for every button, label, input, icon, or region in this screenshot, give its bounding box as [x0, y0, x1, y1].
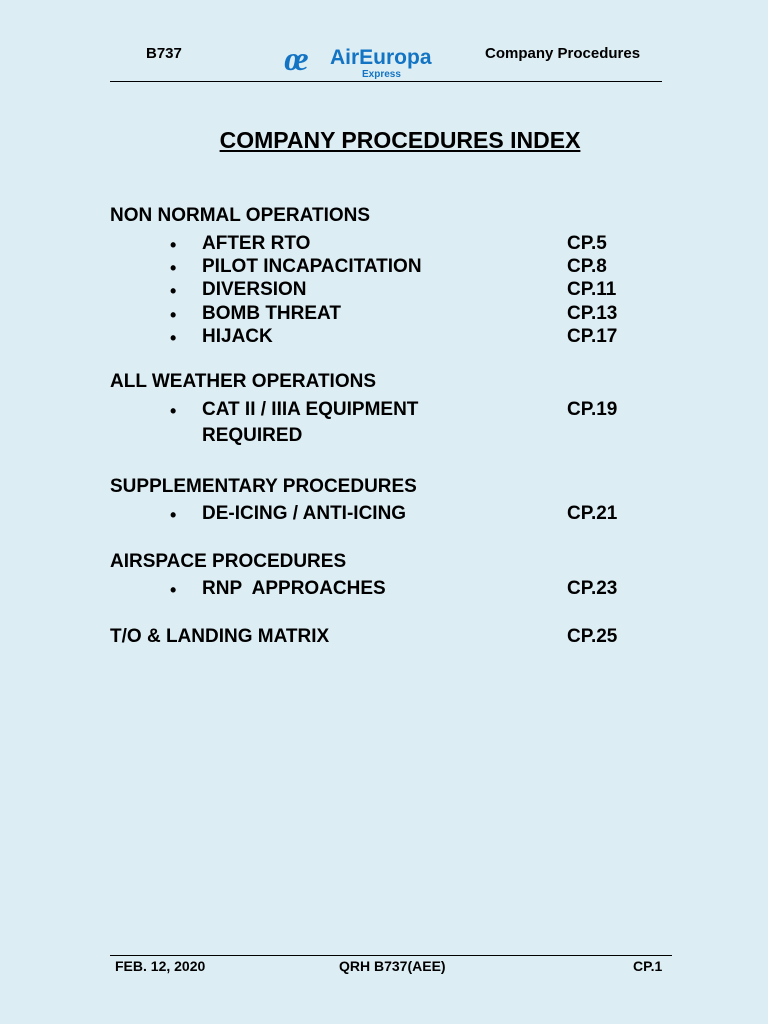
bullet-icon: • [170, 258, 177, 278]
index-item-label: AFTER RTO [202, 233, 311, 254]
bullet-icon: • [170, 580, 177, 600]
index-item-label: PILOT INCAPACITATION [202, 256, 422, 277]
index-item-label-continued: REQUIRED [202, 425, 303, 446]
section-heading: T/O & LANDING MATRIX [110, 626, 330, 647]
header-manual-section: Company Procedures [485, 45, 641, 62]
header-aircraft: B737 [146, 45, 182, 62]
index-item-page: CP.8 [567, 256, 607, 277]
bullet-icon: • [170, 328, 177, 348]
footer-date: FEB. 12, 2020 [115, 958, 206, 974]
index-item-page: CP.11 [567, 279, 617, 300]
section-heading: ALL WEATHER OPERATIONS [110, 371, 376, 392]
index-item-label: CAT II / IIIA EQUIPMENT [202, 399, 419, 420]
footer-page-number: CP.1 [633, 958, 663, 974]
index-item-page: CP.25 [567, 626, 618, 647]
svg-text:œ: œ [284, 41, 309, 78]
footer-divider [110, 955, 672, 956]
index-item-label: DIVERSION [202, 279, 307, 300]
section-heading: SUPPLEMENTARY PROCEDURES [110, 476, 417, 497]
bullet-icon: • [170, 281, 177, 301]
bullet-icon: • [170, 505, 177, 525]
page-title: COMPANY PROCEDURES INDEX [219, 127, 581, 153]
index-item-page: CP.5 [567, 233, 607, 254]
bullet-icon: • [170, 305, 177, 325]
logo-sub-text: Express [362, 69, 401, 80]
bullet-icon: • [170, 401, 177, 421]
index-item-page: CP.21 [567, 503, 618, 524]
index-item-label: DE-ICING / ANTI-ICING [202, 503, 407, 524]
index-item-page: CP.23 [567, 578, 618, 599]
section-heading: AIRSPACE PROCEDURES [110, 551, 347, 572]
index-item-label: HIJACK [202, 326, 273, 347]
index-item-page: CP.17 [567, 326, 618, 347]
bullet-icon: • [170, 235, 177, 255]
index-item-label: BOMB THREAT [202, 303, 341, 324]
index-item-page: CP.13 [567, 303, 618, 324]
airline-logo [284, 40, 434, 82]
header-divider [110, 81, 662, 82]
section-heading: NON NORMAL OPERATIONS [110, 205, 371, 226]
index-item-label: RNP APPROACHES [202, 578, 386, 599]
index-item-page: CP.19 [567, 399, 618, 420]
logo-brand-text: AirEuropa [330, 46, 432, 69]
footer-document-id: QRH B737(AEE) [339, 958, 446, 974]
